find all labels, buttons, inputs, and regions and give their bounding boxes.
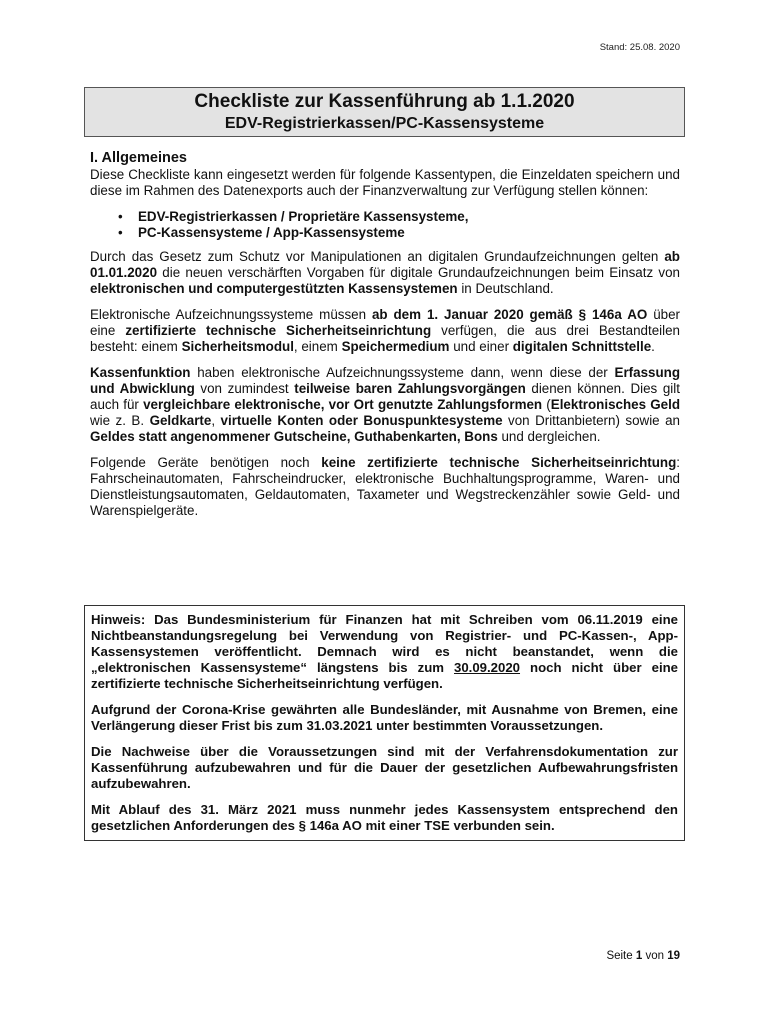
document-subtitle: EDV-Registrierkassen/PC-Kassensysteme <box>224 115 545 132</box>
cash-function-paragraph <box>90 365 680 445</box>
bold-run: keine zertifizierte technische Sicherheitseinrichtung <box>321 455 677 470</box>
text-run: . <box>651 339 655 354</box>
notice-paragraph: Mit Ablauf des 31. März 2021 muss nunmehr jedes Kassensystem entsprechend den gesetzlichen Anforderungen des § 146a AO mit einer TSE verbunden sein. <box>91 802 678 833</box>
text-run: von Drittanbietern) sowie an <box>502 413 680 428</box>
text-run: Durch das Gesetz zum Schutz vor Manipulationen an digitalen Grundaufzeichnungen gelten <box>90 249 665 264</box>
bold-run: virtuelle Konten oder Bonuspunktesysteme <box>220 413 503 428</box>
bold-run: Speichermedium <box>341 339 450 354</box>
list-item: • EDV-Registrierkassen / Proprietäre Kassensysteme, <box>90 209 680 225</box>
intro-paragraph: Diese Checkliste kann eingesetzt werden für folgende Kassentypen, die Einzeldaten speichern und diese im Rahmen des Datenexports auch der Finanzverwaltung zur Verfügung stellen können: <box>90 167 680 198</box>
text-run: und dergleichen. <box>497 429 601 444</box>
section-heading: I. Allgemeines <box>90 150 187 166</box>
bold-run: Sicherheitsmodul <box>181 339 294 354</box>
notice-paragraph: Die Nachweise über die Voraussetzungen sind mit der Verfahrensdokumentation zur Kassenführung aufzubewahren und für die Dauer der gesetzlichen Aufbewahrungsfristen aufzubewahren. <box>91 744 678 791</box>
cash-register-types-list <box>90 209 680 241</box>
law-paragraph <box>90 249 680 297</box>
text-run: Hinweis: Das Bundesministerium für Finanzen hat mit Schreiben vom 06.11.2019 eine Nichtbeanstandungsregelung bei Verwendung von Registrier- und PC-Kassen-, App-Kassensystemen veröffentlicht. Demnach wird es nicht beanstandet, wenn die „elektronischen Kassensysteme“ längstens bis zum <box>91 612 678 675</box>
text-run: , <box>211 413 221 428</box>
text-run: verfügen, die aus drei Bestandteilen besteht: einem <box>90 323 680 354</box>
text-run: ( <box>542 397 551 412</box>
bold-run: teilweise baren Zahlungsvorgängen <box>294 381 526 396</box>
bold-run: digitalen Schnittstelle <box>512 339 652 354</box>
bold-run: elektronischen und computergestützten Kassensystemen <box>90 281 458 296</box>
text-run: die neuen verschärften Vorgaben für digitale Grundaufzeichnungen beim Einsatz von <box>157 265 680 280</box>
text-run: und einer <box>449 339 513 354</box>
bold-run: zertifizierte technische Sicherheitseinrichtung <box>125 323 432 338</box>
title-box <box>84 87 685 137</box>
bold-run: Kassenfunktion <box>90 365 191 380</box>
bold-run: Elektronisches Geld <box>550 397 681 412</box>
notice-box <box>84 605 685 841</box>
text-run: in Deutschland. <box>457 281 554 296</box>
text-run: haben elektronische Aufzeichnungssysteme dann, wenn diese der <box>190 365 615 380</box>
bold-run: Geldkarte <box>149 413 212 428</box>
text-run: von <box>642 950 668 962</box>
bold-run: vergleichbare elektronische, vor Ort genutzte Zahlungsformen <box>143 397 543 412</box>
document-date: Stand: 25.08. 2020 <box>599 42 680 53</box>
text-run: Elektronische Aufzeichnungssysteme müssen <box>90 307 372 322</box>
bold-run: ab dem 1. Januar 2020 gemäß § 146a AO <box>371 307 648 322</box>
notice-paragraph <box>91 612 678 692</box>
main-content <box>90 150 680 529</box>
document-title: Checkliste zur Kassenführung ab 1.1.2020 <box>194 91 575 112</box>
text-run: über eine <box>90 307 680 338</box>
bold-run: ab 01.01.2020 <box>90 249 680 280</box>
text-run: noch nicht über eine zertifizierte technische Sicherheitseinrichtung verfügen. <box>91 660 679 691</box>
tse-paragraph <box>90 307 680 355</box>
text-run: wie z. B. <box>90 413 150 428</box>
exempt-devices-paragraph <box>90 455 680 519</box>
text-run: von zumindest <box>194 381 295 396</box>
bold-run: Geldes statt angenommener Gutscheine, Guthabenkarten, Bons <box>90 429 498 444</box>
notice-paragraph: Aufgrund der Corona-Krise gewährten alle Bundesländer, mit Ausnahme von Bremen, eine Verlängerung dieser Frist bis zum 31.03.2021 unter bestimmten Voraussetzungen. <box>91 702 678 733</box>
deadline-date: 30.09.2020 <box>454 660 521 675</box>
text-run: , einem <box>293 339 342 354</box>
list-item: • PC-Kassensysteme / App-Kassensysteme <box>90 225 680 241</box>
page-number <box>606 950 680 962</box>
text-run: : Fahrscheinautomaten, Fahrscheindrucker, elektronische Buchhaltungsprogramme, Waren- und Dienstleistungsautomaten, Geldautomaten, Taxameter und Wegstreckenzähler sowie Geld- und Warenspielgeräte. <box>90 455 680 518</box>
bold-run: Erfassung und Abwicklung <box>90 365 680 396</box>
current-page: 1 <box>635 950 643 962</box>
text-run: dienen können. Dies gilt auch für <box>90 381 680 412</box>
text-run: Seite <box>606 950 636 962</box>
text-run: Folgende Geräte benötigen noch <box>90 455 322 470</box>
total-pages: 19 <box>667 950 680 962</box>
